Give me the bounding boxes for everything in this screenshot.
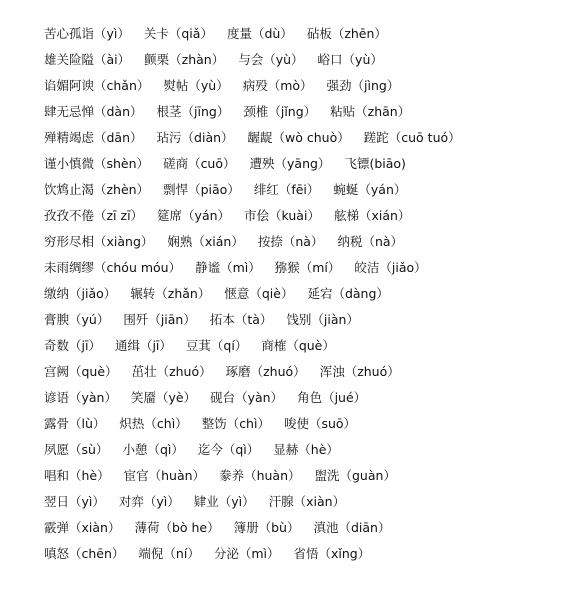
vocab-entry: 惬意（qiè） bbox=[224, 286, 294, 301]
vocab-entry: 饯别（jiàn） bbox=[286, 312, 359, 327]
vocab-entry: 根茎（jīng） bbox=[156, 104, 230, 119]
vocab-entry: 绯红（fēi） bbox=[253, 182, 320, 197]
vocab-entry: 商榷（què） bbox=[261, 338, 335, 353]
vocab-line bbox=[44, 411, 554, 437]
vocab-line bbox=[44, 99, 554, 125]
vocab-entry: 玷污（diàn） bbox=[156, 130, 234, 145]
vocab-entry: 迄今（qì） bbox=[197, 442, 260, 457]
vocab-entry: 龌龊（wò chuò） bbox=[247, 130, 350, 145]
vocab-entry: 峪口（yù） bbox=[317, 52, 383, 67]
vocab-line bbox=[44, 333, 554, 359]
vocab-entry: 膏腴（yú） bbox=[44, 312, 110, 327]
vocab-entry: 粘贴（zhān） bbox=[330, 104, 411, 119]
vocab-entry: 宫阙（què） bbox=[44, 364, 118, 379]
vocab-entry: 缴纳（jiǎo） bbox=[44, 286, 117, 301]
vocab-entry: 殚精竭虑（dān） bbox=[44, 130, 143, 145]
vocab-entry: 砚台（yàn） bbox=[210, 390, 284, 405]
vocab-line bbox=[44, 307, 554, 333]
vocab-entry: 剽悍（piāo） bbox=[163, 182, 240, 197]
vocab-entry: 病殁（mò） bbox=[242, 78, 313, 93]
vocab-entry: 苦心孤诣（yì） bbox=[44, 26, 130, 41]
vocab-entry: 滇池（diān） bbox=[313, 520, 391, 535]
vocab-entry: 炽热（chì） bbox=[119, 416, 188, 431]
vocab-line bbox=[44, 281, 554, 307]
vocab-entry: 遭殃（yāng） bbox=[249, 156, 331, 171]
vocab-entry: 角色（jué） bbox=[297, 390, 367, 405]
vocab-line bbox=[44, 359, 554, 385]
vocab-entry: 分泌（mì） bbox=[213, 546, 280, 561]
vocab-line bbox=[44, 255, 554, 281]
vocab-line bbox=[44, 515, 554, 541]
vocab-entry: 霰弹（xiàn） bbox=[44, 520, 121, 535]
vocab-entry: 露骨（lù） bbox=[44, 416, 106, 431]
vocab-line bbox=[44, 437, 554, 463]
vocab-line bbox=[44, 541, 554, 567]
vocab-line bbox=[44, 385, 554, 411]
vocab-entry: 按捺（nà） bbox=[257, 234, 324, 249]
vocab-entry: 度量（dù） bbox=[226, 26, 293, 41]
vocab-entry: 豆萁（qí） bbox=[185, 338, 248, 353]
vocab-entry: 磋商（cuō） bbox=[163, 156, 236, 171]
vocab-entry: 盥洗（guàn） bbox=[314, 468, 396, 483]
vocab-line bbox=[44, 73, 554, 99]
vocab-entry: 夙愿（sù） bbox=[44, 442, 109, 457]
vocab-entry: 关卡（qiǎ） bbox=[143, 26, 213, 41]
vocab-entry: 穷形尽相（xiàng） bbox=[44, 234, 154, 249]
vocab-entry: 筵席（yán） bbox=[157, 208, 231, 223]
vocab-entry: 砧板（zhēn） bbox=[306, 26, 387, 41]
vocab-entry: 豢养（huàn） bbox=[219, 468, 301, 483]
vocab-entry: 强劲（jìng） bbox=[326, 78, 400, 93]
vocab-entry: 浑浊（zhuó） bbox=[319, 364, 400, 379]
vocab-entry: 皎洁（jiǎo） bbox=[354, 260, 427, 275]
vocab-entry: 翌日（yì） bbox=[44, 494, 105, 509]
vocab-entry: 飞镖(biāo) bbox=[344, 156, 406, 171]
vocab-line bbox=[44, 151, 554, 177]
vocab-entry: 端倪（ní） bbox=[138, 546, 200, 561]
vocab-entry: 琢磨（zhuó） bbox=[225, 364, 306, 379]
vocab-entry: 簿册（bù） bbox=[233, 520, 300, 535]
vocab-line bbox=[44, 463, 554, 489]
vocab-entry: 与会（yù） bbox=[238, 52, 304, 67]
vocab-line bbox=[44, 177, 554, 203]
vocab-entry: 唆使（suō） bbox=[283, 416, 357, 431]
vocab-entry: 孜孜不倦（zī zī） bbox=[44, 208, 144, 223]
vocab-line bbox=[44, 21, 554, 47]
vocab-entry: 雄关险隘（ài） bbox=[44, 52, 131, 67]
vocab-entry: 市侩（kuài） bbox=[244, 208, 320, 223]
vocab-entry: 熨帖（yù） bbox=[163, 78, 229, 93]
vocab-entry: 静谧（mì） bbox=[195, 260, 261, 275]
vocab-entry: 显赫（hè） bbox=[273, 442, 339, 457]
vocab-entry: 奇数（jī） bbox=[44, 338, 101, 353]
vocab-line bbox=[44, 125, 554, 151]
vocab-entry: 猕猴（mí） bbox=[274, 260, 341, 275]
vocab-entry: 谨小慎微（shèn） bbox=[44, 156, 150, 171]
vocab-line bbox=[44, 489, 554, 515]
vocab-entry: 肆无忌惮（dàn） bbox=[44, 104, 143, 119]
vocab-entry: 延宕（dàng） bbox=[307, 286, 389, 301]
vocab-entry: 小憩（qì） bbox=[122, 442, 184, 457]
vocab-entry: 肄业（yì） bbox=[193, 494, 255, 509]
vocab-entry: 蹉跎（cuō tuó） bbox=[363, 130, 461, 145]
vocab-entry: 纳税（nà） bbox=[337, 234, 404, 249]
vocab-entry: 颤栗（zhàn） bbox=[144, 52, 225, 67]
vocab-entry: 薄荷（bò he） bbox=[134, 520, 220, 535]
vocab-entry: 宦官（huàn） bbox=[123, 468, 206, 483]
vocab-entry: 娴熟（xián） bbox=[167, 234, 244, 249]
vocab-entry: 未雨绸缪（chóu móu） bbox=[44, 260, 182, 275]
vocab-entry: 蜿蜒（yán） bbox=[333, 182, 407, 197]
vocab-entry: 省悟（xǐng） bbox=[293, 546, 371, 561]
vocab-line bbox=[44, 229, 554, 255]
vocab-entry: 辗转（zhǎn） bbox=[130, 286, 211, 301]
vocab-entry: 茁壮（zhuó） bbox=[131, 364, 212, 379]
vocab-entry: 整饬（chì） bbox=[201, 416, 270, 431]
vocab-entry: 笑靥（yè） bbox=[130, 390, 197, 405]
vocab-line bbox=[44, 47, 554, 73]
vocab-entry: 围歼（jiān） bbox=[123, 312, 196, 327]
vocab-entry: 谄媚阿谀（chǎn） bbox=[44, 78, 150, 93]
vocab-entry: 拓本（tà） bbox=[209, 312, 273, 327]
vocab-line bbox=[44, 203, 554, 229]
vocab-entry: 唱和（hè） bbox=[44, 468, 110, 483]
vocab-entry: 通缉（jī） bbox=[114, 338, 172, 353]
vocab-entry: 舷梯（xián） bbox=[333, 208, 411, 223]
vocab-entry: 对弈（yì） bbox=[118, 494, 180, 509]
vocab-entry: 饮鸩止渴（zhèn） bbox=[44, 182, 150, 197]
vocab-entry: 颈椎（jǐng） bbox=[243, 104, 317, 119]
vocabulary-document bbox=[44, 21, 554, 567]
vocab-entry: 谚语（yàn） bbox=[44, 390, 117, 405]
vocab-entry: 嗔怒（chēn） bbox=[44, 546, 125, 561]
vocab-entry: 汗腺（xiàn） bbox=[268, 494, 346, 509]
